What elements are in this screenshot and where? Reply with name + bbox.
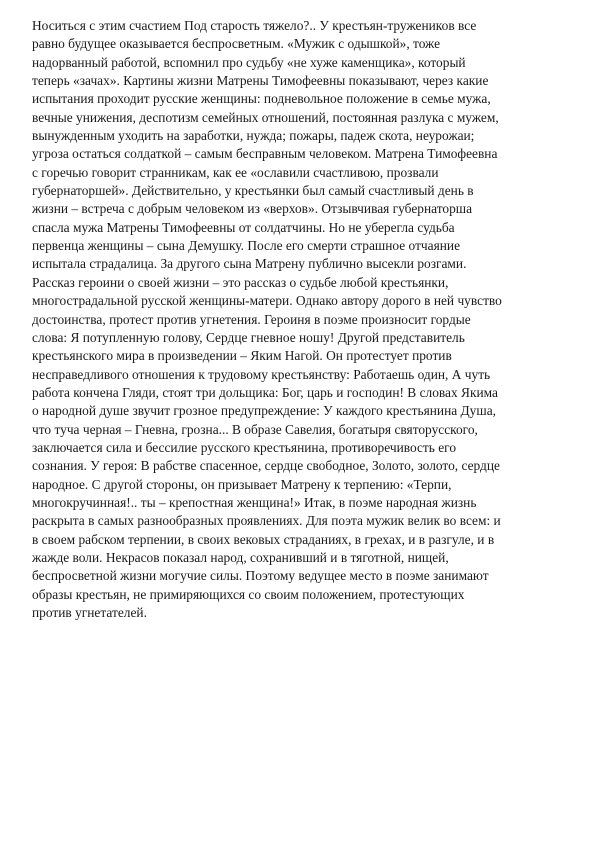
text-line: спасла мужа Матрены Тимофеевны от солдатчины. Но не уберегла судьба: [32, 219, 455, 235]
text-line: заключается сила и бессилие русского крестьянина, противоречивость его: [32, 439, 457, 455]
body-text: [32, 17, 567, 622]
text-line: теперь «зачах». Картины жизни Матрены Тимофеевны показывают, через какие: [32, 73, 489, 89]
text-line: угроза остаться солдаткой – самым бесправным человеком. Матрена Тимофеевна: [32, 146, 498, 162]
text-line: жизни – встреча с добрым человеком из «верхов». Отзывчивая губернаторша: [32, 201, 473, 217]
text-line: против угнетателей.: [32, 605, 147, 620]
text-line: многострадальной русской женщины-матери. Однако автору дорого в ней чувство: [32, 293, 502, 309]
text-line: губернаторшей». Действительно, у крестьянки был самый счастливый день в: [32, 183, 474, 199]
text-line: беспросветной жизни могучие силы. Поэтому ведущее место в поэме занимают: [32, 568, 489, 584]
text-line: вынужденным уходить на заработки, нужда; пожары, падеж скота, неурожаи;: [32, 128, 475, 144]
text-line: в своем рабском терпении, в своих вековых страданиях, в грехах, и в разгуле, и в: [32, 531, 495, 547]
text-line: испытала страдалица. За другого сына Матрену публично высекли розгами.: [32, 256, 467, 272]
text-line: работа кончена Гляди, стоят три дольщика: Бог, царь и господин! В словах Якима: [32, 384, 498, 400]
text-line: достоинства, протест против угнетения. Героиня в поэме произносит гордые: [32, 311, 471, 327]
text-line: сознания. У героя: В рабстве спасенное, сердце свободное, Золото, золото, сердце: [32, 458, 500, 474]
text-line: многокручинная!.. ты – крепостная женщина!» Итак, в поэме народная жизнь: [32, 494, 477, 510]
text-line: народное. С другой стороны, он призывает Матрену к терпению: «Терпи,: [32, 476, 452, 492]
text-line: что туча черная – Гневна, грозна... В образе Савелия, богатыря святорусского,: [32, 421, 478, 437]
text-line: испытания проходит русские женщины: подневольное положение в семье мужа,: [32, 91, 491, 107]
text-line: слова: Я потупленную голову, Сердце гневное ношу! Другой представитель: [32, 329, 465, 345]
text-line: надорванный работой, вспомнил про судьбу «не хуже каменщика», который: [32, 54, 466, 70]
text-line: жажде воли. Некрасов показал народ, сохранивший и в тяготной, нищей,: [32, 549, 449, 565]
text-line: с горечью говорит странникам, как ее «ославили счастливою, прозвали: [32, 164, 439, 180]
text-line: Рассказ героини о своей жизни – это рассказ о судьбе любой крестьянки,: [32, 274, 449, 290]
text-line: равно будущее оказывается беспросветным. «Мужик с одышкой», тоже: [32, 36, 441, 52]
text-line: образы крестьян, не примиряющихся со своим положением, протестующих: [32, 586, 465, 602]
text-line: первенца женщины – сына Демушку. После его смерти страшное отчаяние: [32, 238, 461, 254]
text-line: несправедливого отношения к трудовому крестьянству: Работаешь один, А чуть: [32, 366, 491, 382]
text-line: раскрыта в самых разнообразных проявлениях. Для поэта мужик велик во всем: и: [32, 513, 501, 529]
text-line: о народной душе звучит грозное предупреждение: У каждого крестьянина Душа,: [32, 403, 496, 419]
text-line: вечные унижения, деспотизм семейных отношений, постоянная разлука с мужем,: [32, 109, 499, 125]
text-line: Носиться с этим счастием Под старость тяжело?.. У крестьян-тружеников все: [32, 18, 477, 33]
text-line: крестьянского мира в произведении – Яким Нагой. Он протестует против: [32, 348, 452, 364]
